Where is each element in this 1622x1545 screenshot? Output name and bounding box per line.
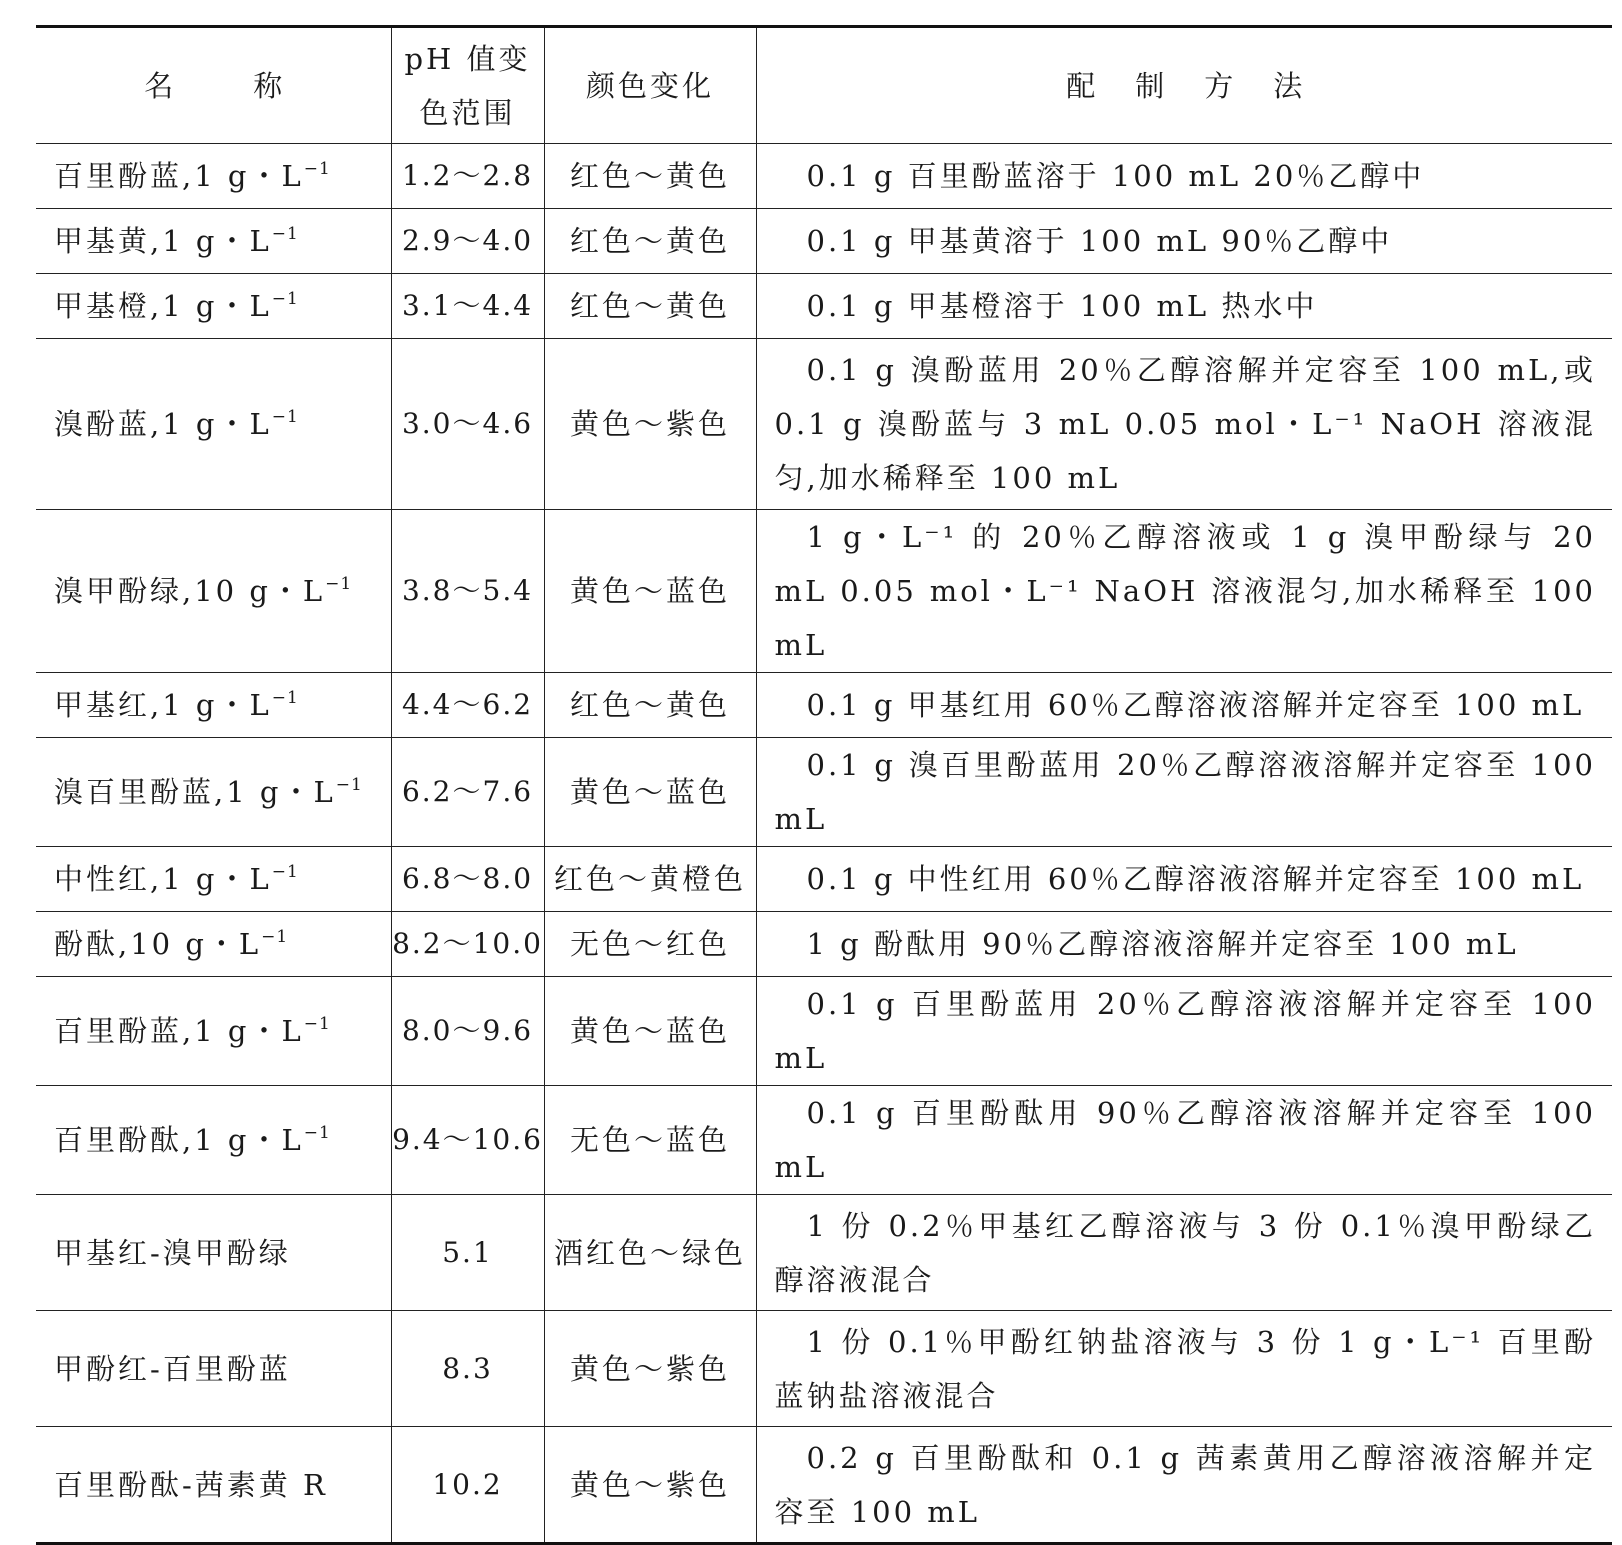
cell-color-change: 黄色～蓝色 — [544, 738, 756, 847]
cell-ph-range: 2.9～4.0 — [391, 209, 544, 274]
table-row — [36, 673, 1612, 738]
header-name: 名称 — [36, 27, 391, 144]
cell-preparation-method: 1 份 0.2％甲基红乙醇溶液与 3 份 0.1％溴甲酚绿乙醇溶液混合 — [756, 1195, 1612, 1311]
cell-ph-range: 9.4～10.6 — [391, 1086, 544, 1195]
cell-ph-range: 6.2～7.6 — [391, 738, 544, 847]
cell-preparation-method: 0.1 g 溴百里酚蓝用 20％乙醇溶液溶解并定容至 100 mL — [756, 738, 1612, 847]
cell-indicator-name: 甲基红,1 g・$L^{-1}$ — [36, 673, 391, 738]
cell-preparation-method: 0.1 g 百里酚蓝用 20％乙醇溶液溶解并定容至 100 mL — [756, 977, 1612, 1086]
cell-ph-range: 3.1～4.4 — [391, 274, 544, 339]
cell-indicator-name: 甲基红-溴甲酚绿 — [36, 1195, 391, 1311]
unit-exponent: −1 — [271, 407, 299, 427]
header-ph-line2: 色范围 — [419, 95, 516, 130]
indicator-table — [36, 25, 1612, 1545]
unit-exponent: −1 — [261, 927, 289, 947]
cell-ph-range: 8.0～9.6 — [391, 977, 544, 1086]
table-row — [36, 144, 1612, 209]
cell-color-change: 酒红色～绿色 — [544, 1195, 756, 1311]
header-color-change: 颜色变化 — [544, 27, 756, 144]
cell-preparation-method: 0.1 g 百里酚蓝溶于 100 mL 20％乙醇中 — [756, 144, 1612, 209]
cell-preparation-method: 0.1 g 百里酚酞用 90％乙醇溶液溶解并定容至 100 mL — [756, 1086, 1612, 1195]
cell-indicator-name: 溴甲酚绿,10 g・$L^{-1}$ — [36, 510, 391, 673]
cell-ph-range: 8.2～10.0 — [391, 912, 544, 977]
table-row — [36, 510, 1612, 673]
cell-ph-range: 6.8～8.0 — [391, 847, 544, 912]
cell-color-change: 黄色～紫色 — [544, 339, 756, 510]
unit-exponent: −1 — [271, 289, 299, 309]
table-row — [36, 1195, 1612, 1311]
cell-preparation-method: 0.2 g 百里酚酞和 0.1 g 茜素黄用乙醇溶液溶解并定容至 100 mL — [756, 1427, 1612, 1544]
header-ph-range — [391, 27, 544, 144]
table-row — [36, 209, 1612, 274]
header-preparation-method: 配制方法 — [756, 27, 1612, 144]
cell-indicator-name: 百里酚酞,1 g・$L^{-1}$ — [36, 1086, 391, 1195]
indicator-table-container — [36, 25, 1612, 1545]
unit-exponent: −1 — [271, 224, 299, 244]
cell-ph-range: 5.1 — [391, 1195, 544, 1311]
header-row — [36, 27, 1612, 144]
table-header — [36, 27, 1612, 144]
table-row — [36, 847, 1612, 912]
cell-indicator-name: 甲基橙,1 g・$L^{-1}$ — [36, 274, 391, 339]
unit-exponent: −1 — [335, 775, 363, 795]
cell-color-change: 黄色～蓝色 — [544, 510, 756, 673]
cell-color-change: 红色～黄橙色 — [544, 847, 756, 912]
cell-indicator-name: 百里酚蓝,1 g・$L^{-1}$ — [36, 144, 391, 209]
header-ph-line1: pH 值变 — [404, 41, 531, 76]
cell-indicator-name: 中性红,1 g・$L^{-1}$ — [36, 847, 391, 912]
cell-color-change: 红色～黄色 — [544, 274, 756, 339]
cell-preparation-method: 1 g・L⁻¹ 的 20％乙醇溶液或 1 g 溴甲酚绿与 20 mL 0.05 mol・L⁻¹ NaOH 溶液混匀,加水稀释至 100 mL — [756, 510, 1612, 673]
cell-ph-range: 10.2 — [391, 1427, 544, 1544]
cell-indicator-name: 溴百里酚蓝,1 g・$L^{-1}$ — [36, 738, 391, 847]
cell-color-change: 无色～红色 — [544, 912, 756, 977]
table-row — [36, 977, 1612, 1086]
cell-preparation-method: 0.1 g 甲基黄溶于 100 mL 90％乙醇中 — [756, 209, 1612, 274]
table-row — [36, 274, 1612, 339]
table-row — [36, 1086, 1612, 1195]
unit-exponent: −1 — [303, 1123, 331, 1143]
cell-ph-range: 4.4～6.2 — [391, 673, 544, 738]
table-row — [36, 1311, 1612, 1427]
cell-preparation-method: 0.1 g 中性红用 60％乙醇溶液溶解并定容至 100 mL — [756, 847, 1612, 912]
cell-indicator-name: 酚酞,10 g・$L^{-1}$ — [36, 912, 391, 977]
cell-ph-range: 3.0～4.6 — [391, 339, 544, 510]
cell-indicator-name: 百里酚蓝,1 g・$L^{-1}$ — [36, 977, 391, 1086]
cell-preparation-method: 1 g 酚酞用 90％乙醇溶液溶解并定容至 100 mL — [756, 912, 1612, 977]
table-row — [36, 912, 1612, 977]
unit-exponent: −1 — [271, 862, 299, 882]
cell-color-change: 无色～蓝色 — [544, 1086, 756, 1195]
cell-indicator-name: 甲酚红-百里酚蓝 — [36, 1311, 391, 1427]
table-row — [36, 738, 1612, 847]
cell-ph-range: 3.8～5.4 — [391, 510, 544, 673]
unit-exponent: −1 — [271, 688, 299, 708]
table-body — [36, 144, 1612, 1544]
cell-indicator-name: 溴酚蓝,1 g・$L^{-1}$ — [36, 339, 391, 510]
unit-exponent: −1 — [303, 1014, 331, 1034]
cell-indicator-name: 甲基黄,1 g・$L^{-1}$ — [36, 209, 391, 274]
table-row — [36, 339, 1612, 510]
unit-exponent: −1 — [325, 574, 353, 594]
cell-preparation-method: 1 份 0.1％甲酚红钠盐溶液与 3 份 1 g・L⁻¹ 百里酚蓝钠盐溶液混合 — [756, 1311, 1612, 1427]
cell-ph-range: 8.3 — [391, 1311, 544, 1427]
cell-color-change: 黄色～紫色 — [544, 1427, 756, 1544]
unit-exponent: −1 — [303, 159, 331, 179]
cell-preparation-method: 0.1 g 甲基橙溶于 100 mL 热水中 — [756, 274, 1612, 339]
cell-ph-range: 1.2～2.8 — [391, 144, 544, 209]
table-row — [36, 1427, 1612, 1544]
cell-color-change: 红色～黄色 — [544, 673, 756, 738]
cell-color-change: 红色～黄色 — [544, 144, 756, 209]
cell-preparation-method: 0.1 g 甲基红用 60％乙醇溶液溶解并定容至 100 mL — [756, 673, 1612, 738]
cell-color-change: 红色～黄色 — [544, 209, 756, 274]
cell-indicator-name: 百里酚酞-茜素黄 R — [36, 1427, 391, 1544]
cell-preparation-method: 0.1 g 溴酚蓝用 20％乙醇溶解并定容至 100 mL,或 0.1 g 溴酚蓝与 3 mL 0.05 mol・L⁻¹ NaOH 溶液混匀,加水稀释至 100 mL — [756, 339, 1612, 510]
cell-color-change: 黄色～蓝色 — [544, 977, 756, 1086]
cell-color-change: 黄色～紫色 — [544, 1311, 756, 1427]
